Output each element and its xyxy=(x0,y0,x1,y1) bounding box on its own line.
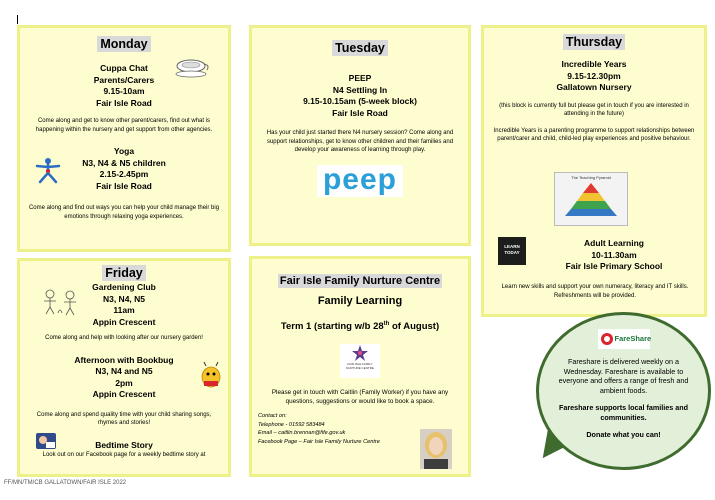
bookbug-desc: Come along and spend quality time with your child sharing songs, rhymes and stories! xyxy=(36,411,212,426)
term-prefix: Term 1 (starting w/b 28 xyxy=(280,321,384,333)
contact-text: Please get in touch with Caitlin (Family Worker) if you have any questions, suggestions or would like to book a space. xyxy=(271,389,449,406)
incredible-years-place: Gallatown Nursery xyxy=(556,82,632,92)
yoga-time: 2.15-2.45pm xyxy=(99,169,149,179)
bedtime-story-icon xyxy=(34,429,58,453)
incredible-years-title: Incredible Years xyxy=(561,59,627,69)
contact-telephone[interactable]: Telephone - 01592 583484 xyxy=(258,421,325,428)
bookbug-title: Afternoon with Bookbug xyxy=(74,354,174,365)
gardening-group: N3, N4, N5 xyxy=(102,293,146,304)
adult-learning-desc: Learn new skills and support your own numeracy, literacy and IT skills. Refreshments will be provided. xyxy=(501,284,689,299)
gardening-desc: Come along and help with looking after our nursery garden! xyxy=(45,335,203,341)
monday-panel xyxy=(17,25,231,252)
contact-heading: Contact on: xyxy=(258,413,287,420)
friday-panel xyxy=(17,258,231,477)
fareshare-support: Fareshare supports local families and communities. xyxy=(558,403,689,422)
family-learning-title: Family Learning xyxy=(317,295,403,307)
fareshare-heart-icon xyxy=(600,332,614,346)
tuesday-heading: Tuesday xyxy=(332,40,388,56)
cuppa-chat-place: Fair Isle Road xyxy=(96,97,152,108)
bookbug-place: Appin Crescent xyxy=(92,389,156,399)
peep-logo: peep xyxy=(317,165,403,197)
fareshare-desc: Fareshare is delivered weekly on a Wednesday. Fareshare is available to everyone and offers a range of fresh and ambient foods. xyxy=(558,357,689,395)
peep-group: N4 Settling In xyxy=(332,84,388,95)
term-suffix: of August) xyxy=(389,321,440,333)
yoga-desc: Come along and find out ways you can help your child manage their big emotions through relaxing yoga experiences. xyxy=(28,205,220,220)
caitlin-photo xyxy=(420,429,452,469)
footer-text: FF/MN/TM/CB GALLATOWN/FAIR ISLE 2022 xyxy=(4,480,127,486)
gardening-time: 11am xyxy=(113,305,135,315)
fareshare-donate: Donate what you can! xyxy=(586,430,661,439)
peep-desc: Has your child just started there N4 nursery session? Come along and support relationships, get to know other children and their families and develop your awareness of learning through play. xyxy=(266,130,454,153)
bookbug-icon xyxy=(198,361,224,389)
teaching-pyramid-image xyxy=(554,172,628,226)
yoga-group: N3, N4 & N5 children xyxy=(82,157,166,168)
peep-place: Fair Isle Road xyxy=(332,107,388,118)
bedtime-story-title: Bedtime Story xyxy=(95,439,153,450)
gardening-title: Gardening Club xyxy=(92,282,156,292)
text-cursor xyxy=(17,15,18,24)
incredible-years-time: 9.15-12.30pm xyxy=(567,70,621,81)
thursday-panel xyxy=(481,25,707,317)
yoga-title: Yoga xyxy=(113,146,135,156)
term-sup: th xyxy=(383,321,390,327)
centre-title: Fair Isle Family Nurture Centre xyxy=(279,275,441,287)
teacup-icon xyxy=(175,52,211,80)
fareshare-logo xyxy=(598,329,650,349)
cuppa-chat-desc: Come along and get to know other parent/carers, find out what is happening within the nursery and get support from other agencies. xyxy=(35,118,213,133)
gardening-children-icon xyxy=(40,287,82,317)
friday-heading: Friday xyxy=(102,265,146,281)
bookbug-group: N3, N4 and N5 xyxy=(95,366,153,376)
incredible-years-desc: Incredible Years is a parenting programme to support relationships between parent/carer and child, child-led play experiences and positive behaviour. xyxy=(493,127,695,142)
teaching-pyramid-label: The Teaching Pyramid xyxy=(571,175,611,180)
adult-learning-time: 10-11.30am xyxy=(591,249,637,260)
adult-learning-title: Adult Learning xyxy=(584,238,644,248)
bedtime-story-desc: Look out on our Facebook page for a weekly bedtime story at xyxy=(42,452,206,458)
cuppa-chat-time: 9.15-10am xyxy=(103,86,145,96)
peep-time: 9.15-10.15am (5-week block) xyxy=(303,96,417,106)
pyramid-icon xyxy=(561,181,621,217)
bookbug-time: 2pm xyxy=(115,377,133,388)
fareshare-bubble xyxy=(536,312,711,470)
gardening-place: Appin Crescent xyxy=(92,316,156,327)
learn-today-image xyxy=(498,237,526,265)
centre-panel xyxy=(249,256,471,477)
cuppa-chat-title: Cuppa Chat xyxy=(100,63,148,73)
contact-facebook[interactable]: Facebook Page – Fair Isle Family Nurture Centre xyxy=(258,438,380,445)
thursday-heading: Thursday xyxy=(563,34,625,50)
centre-logo-text: FAIR ISLE FAMILY NURTURE CENTRE xyxy=(346,362,374,371)
peep-title: PEEP xyxy=(348,73,372,83)
contact-email[interactable]: Email – caitlin.brennan@fife.gov.uk xyxy=(258,430,346,437)
monday-heading: Monday xyxy=(97,36,150,52)
cuppa-chat-group: Parents/Carers xyxy=(93,74,155,85)
star-logo-icon xyxy=(351,344,369,362)
learn-today-label: LEARN TODAY xyxy=(504,244,520,255)
yoga-place: Fair Isle Road xyxy=(96,180,152,191)
yoga-figure-icon xyxy=(34,156,62,184)
term-text xyxy=(252,321,468,332)
tuesday-panel xyxy=(249,25,471,246)
adult-learning-place: Fair Isle Primary School xyxy=(565,261,663,271)
fareshare-brand: FareShare xyxy=(614,334,652,343)
incredible-years-note: (this block is currently full but please get in touch if you are interested in attending in the future) xyxy=(499,102,689,117)
centre-logo xyxy=(340,344,380,378)
person-photo-icon xyxy=(420,429,452,469)
